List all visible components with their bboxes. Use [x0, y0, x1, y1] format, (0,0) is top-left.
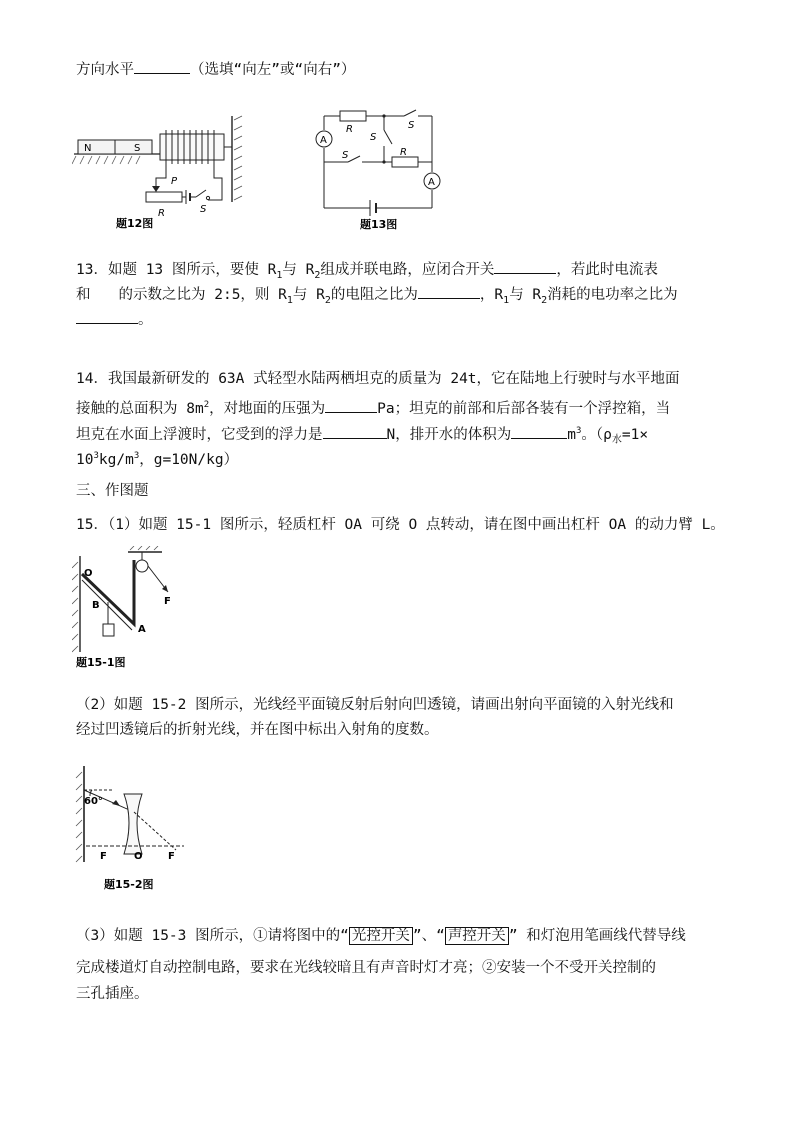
fig13-s1-label: S	[408, 120, 415, 131]
figure-12	[72, 112, 252, 232]
q14-text: N，排开水的体积为	[386, 426, 512, 443]
fig12-switch-label: S	[200, 204, 207, 215]
q13-line-3	[76, 308, 153, 331]
q13-text: 13．如题 13 图所示，要使 R	[76, 262, 277, 278]
sub-2: 2	[314, 269, 321, 281]
q13-text: 。	[138, 312, 153, 328]
q14-text: Pa；坦克的前部和后部各装有一个浮控箱，当	[377, 400, 671, 417]
fig12-p-label: P	[171, 176, 178, 187]
sub-1: 1	[503, 294, 510, 306]
figure-15-1	[72, 546, 182, 672]
fig15-2-angle-label: 60°	[84, 796, 103, 807]
q14-line-2	[76, 394, 670, 420]
q14-pressure-blank[interactable]	[325, 397, 377, 413]
q15-3-line-1	[76, 925, 686, 947]
sub-1: 1	[276, 269, 283, 281]
q14-buoyancy-blank[interactable]	[323, 423, 387, 439]
light-switch-box: 光控开关	[349, 927, 413, 945]
q13-ratio-blank[interactable]	[418, 283, 480, 299]
q12-text: 方向水平	[76, 62, 134, 78]
q14-text: kg/m	[98, 451, 134, 468]
fig15-2-f1-label: F	[100, 851, 107, 862]
fig13-r2-label: R	[346, 124, 353, 135]
q13-text: 与 R	[282, 262, 315, 278]
fig13-s3-label: S	[342, 150, 349, 161]
sub-2: 2	[324, 294, 331, 306]
fig13-ammeter2-label: A	[428, 177, 435, 188]
fig15-2-f2-label: F	[168, 851, 175, 862]
q14-text: ，g=10N/kg）	[139, 451, 239, 468]
q12-tail-line	[76, 58, 355, 81]
q14-text: 。（ρ	[581, 426, 612, 443]
q14-text: m	[567, 426, 576, 443]
q14-text: 10	[76, 451, 94, 468]
sub-2: 2	[541, 294, 548, 306]
fig15-1-f-label: F	[164, 596, 171, 607]
q13-text: 组成并联电路，应闭合开关	[320, 262, 495, 278]
fig13-caption: 题13图	[360, 218, 398, 231]
q15-3-line-3: 三孔插座。	[76, 986, 149, 1002]
sup: 3	[93, 451, 99, 461]
fig15-2-caption: 题15-2图	[104, 878, 154, 891]
q15-2-line-2: 经过凹透镜后的折射光线，并在图中标出入射角的度数。	[76, 722, 439, 738]
q14-text: 坦克在水面上浮渡时，它受到的浮力是	[76, 426, 323, 443]
q13-text: ，R	[479, 287, 504, 303]
fig12-r-label: R	[158, 208, 165, 219]
q13-text: 的电阻之比为	[330, 287, 418, 303]
q14-text: ，对地面的压强为	[209, 400, 326, 417]
q13-line-2	[76, 283, 678, 312]
fig15-1-o-label: O	[84, 568, 93, 579]
sup: 3	[575, 426, 582, 436]
sub-1: 1	[286, 294, 293, 306]
q14-line-4	[76, 445, 238, 471]
q12-answer-blank[interactable]	[134, 58, 190, 74]
fig12-n-label: N	[84, 143, 92, 154]
q15-3-text: ” 和灯泡用笔画线代替导线	[508, 928, 686, 944]
fig12-s-label: S	[134, 143, 141, 154]
q13-text: 与 R	[509, 287, 542, 303]
q13-text: 与 R	[292, 287, 325, 303]
q15-3-text: ”、“	[412, 928, 445, 944]
figure-15-2	[72, 762, 192, 894]
q14-volume-blank[interactable]	[511, 423, 567, 439]
q15-2-line-1: （2）如题 15-2 图所示，光线经平面镜反射后射向凹透镜，请画出射向平面镜的入射光线和	[76, 697, 674, 713]
fig15-2-o-label: O	[134, 851, 143, 862]
fig13-s2-label: S	[370, 132, 377, 143]
sup: 3	[133, 451, 140, 461]
sound-switch-box: 声控开关	[445, 927, 509, 945]
q13-text: 和	[76, 287, 91, 303]
q14-text: 14．我国最新研发的 63A 式轻型水陆两栖坦克的质量为 24t，它在陆地上行驶时与水平地面	[76, 371, 680, 387]
fig12-caption: 题12图	[116, 217, 154, 230]
sup: 2	[203, 400, 210, 410]
fig13-r1-label: R	[400, 147, 407, 158]
section-3-title: 三、作图题	[76, 483, 149, 499]
q15-1-text: 15．（1）如题 15-1 图所示，轻质杠杆 OA 可绕 O 点转动，请在图中画出杠杆 OA 的动力臂 L。	[76, 517, 725, 533]
q14-line-1	[76, 368, 680, 390]
q13-text: ，若此时电流表	[556, 262, 658, 278]
q13-text: 消耗的电功率之比为	[547, 287, 678, 303]
fig15-1-caption: 题15-1图	[76, 656, 126, 669]
fig15-1-b-label: B	[92, 600, 100, 611]
q13-power-blank[interactable]	[76, 308, 138, 324]
q15-3-line-2: 完成楼道灯自动控制电路，要求在光线较暗且有声音时灯才亮；②安装一个不受开关控制的	[76, 960, 656, 976]
q15-3-text: （3）如题 15-3 图所示，①请将图中的“	[76, 928, 349, 944]
fig15-1-a-label: A	[138, 624, 146, 635]
q13-switch-blank[interactable]	[494, 258, 556, 274]
q12-hint: （选填“向左”或“向右”）	[190, 62, 356, 78]
sub: 水	[611, 434, 622, 446]
q14-text: =1×	[621, 426, 649, 443]
q13-text: 的示数之比为 2:5，则 R	[118, 287, 287, 303]
q14-text: 接触的总面积为 8m	[76, 400, 204, 417]
fig13-ammeter1-label: A	[320, 135, 327, 146]
figure-13	[312, 108, 452, 232]
